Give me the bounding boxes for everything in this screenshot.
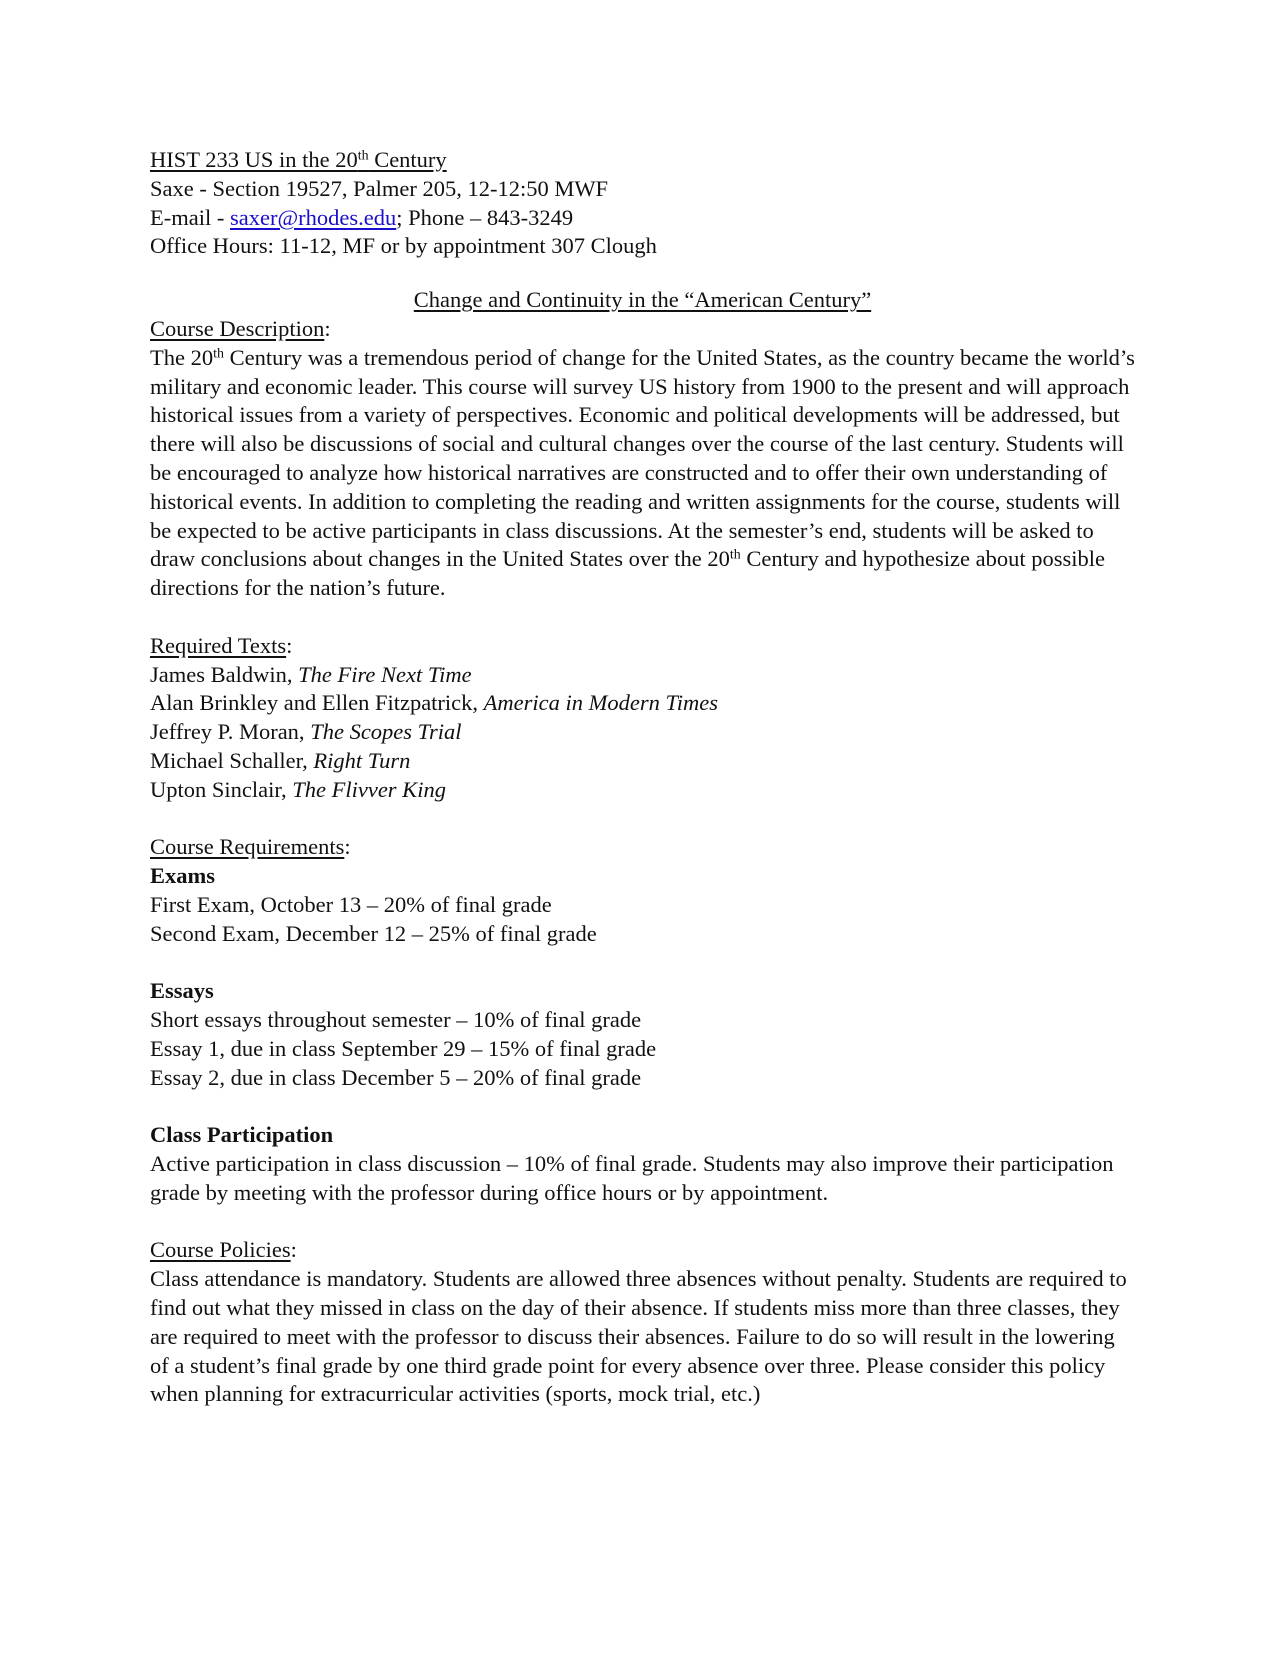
- contact-line: [150, 204, 1135, 233]
- texts-heading: [150, 632, 1135, 661]
- description-superscript-1: th: [213, 346, 224, 362]
- text-item: [150, 661, 1135, 690]
- essay-item: Essay 2, due in class December 5 – 20% of final grade: [150, 1064, 642, 1090]
- email-link[interactable]: saxer@rhodes.edu: [229, 204, 397, 230]
- texts-heading-colon: :: [286, 632, 293, 658]
- email-label: E-mail -: [150, 204, 230, 230]
- syllabus-page: [150, 146, 1135, 1409]
- description-text-part-1: The 20: [150, 344, 214, 370]
- text-item: [150, 747, 1135, 776]
- text-title: The Fire Next Time: [298, 661, 472, 687]
- course-title: [150, 146, 1135, 175]
- exam-item: Second Exam, December 12 – 25% of final grade: [150, 920, 597, 946]
- policies-heading-text: Course Policies: [150, 1237, 291, 1263]
- text-item: [150, 689, 1135, 718]
- text-title: The Flivver King: [292, 776, 446, 802]
- texts-heading-text: Required Texts: [150, 632, 287, 658]
- participation-heading: Class Participation: [150, 1122, 334, 1148]
- course-subtitle-text: Change and Continuity in the “American Century”: [413, 287, 872, 313]
- description-heading-text: Course Description: [150, 315, 325, 341]
- office-hours: Office Hours: 11-12, MF or by appointment 307 Clough: [150, 233, 657, 259]
- description-text-part-2: Century was a tremendous period of change for the United States, as the country became the world’s military and economic leader. This course will survey US history from 1900 to the present and will approach historical issues from a variety of perspectives. Economic and political developments will be addressed, but there will also be discussions of social and cultural changes over the course of the last century. Students will be encouraged to analyze how historical narratives are constructed and to offer their own understanding of historical events. In addition to completing the reading and written assignments for the course, students will be expected to be active participants in class discussions. At the semester’s end, students will be asked to draw conclusions about changes in the United States over the 20: [150, 344, 1135, 572]
- course-title-superscript: th: [357, 148, 369, 164]
- description-paragraph: [150, 344, 1135, 603]
- participation-paragraph: Active participation in class discussion – 10% of final grade. Students may also improve their participation grade by meeting with the professor during office hours or by appointment.: [150, 1151, 1114, 1205]
- essays-heading: Essays: [150, 978, 214, 1004]
- text-author: James Baldwin,: [150, 661, 299, 687]
- text-author: Jeffrey P. Moran,: [150, 719, 311, 745]
- policies-paragraph: Class attendance is mandatory. Students are allowed three absences without penalty. Students are required to find out what they missed in class on the day of their absence. If students miss more than three classes, they are required to meet with the professor to discuss their absences. Failure to do so will result in the lowering of a student’s final grade by one third grade point for every absence over three. Please consider this policy when planning for extracurricular activities (sports, mock trial, etc.): [150, 1266, 1127, 1407]
- requirements-heading-colon: :: [344, 834, 351, 860]
- text-title: The Scopes Trial: [310, 719, 462, 745]
- requirements-heading-text: Course Requirements: [150, 834, 345, 860]
- text-title: Right Turn: [313, 747, 411, 773]
- text-title: America in Modern Times: [483, 690, 719, 716]
- policies-heading: [150, 1236, 1135, 1265]
- text-item: [150, 718, 1135, 747]
- text-author: Upton Sinclair,: [150, 776, 293, 802]
- exams-heading: Exams: [150, 863, 216, 889]
- section-info: Saxe - Section 19527, Palmer 205, 12-12:50 MWF: [150, 175, 609, 201]
- phone-text: ; Phone – 843-3249: [396, 204, 574, 230]
- text-author: Alan Brinkley and Ellen Fitzpatrick,: [150, 690, 484, 716]
- requirements-heading: [150, 833, 1135, 862]
- text-item: [150, 776, 1135, 805]
- text-author: Michael Schaller,: [150, 747, 314, 773]
- exam-item: First Exam, October 13 – 20% of final grade: [150, 891, 552, 917]
- essay-item: Essay 1, due in class September 29 – 15% of final grade: [150, 1035, 657, 1061]
- policies-heading-colon: :: [290, 1237, 297, 1263]
- course-subtitle: [150, 286, 1135, 315]
- description-heading: [150, 315, 1135, 344]
- description-superscript-2: th: [729, 547, 741, 563]
- course-title-text: HIST 233 US in the 20: [150, 147, 358, 172]
- description-text-part-3: Century and hypothesize about possible directions for the nation’s future.: [150, 546, 1106, 601]
- essay-item: Short essays throughout semester – 10% of final grade: [150, 1007, 642, 1033]
- description-heading-colon: :: [324, 315, 331, 341]
- course-title-suffix: Century: [368, 147, 447, 172]
